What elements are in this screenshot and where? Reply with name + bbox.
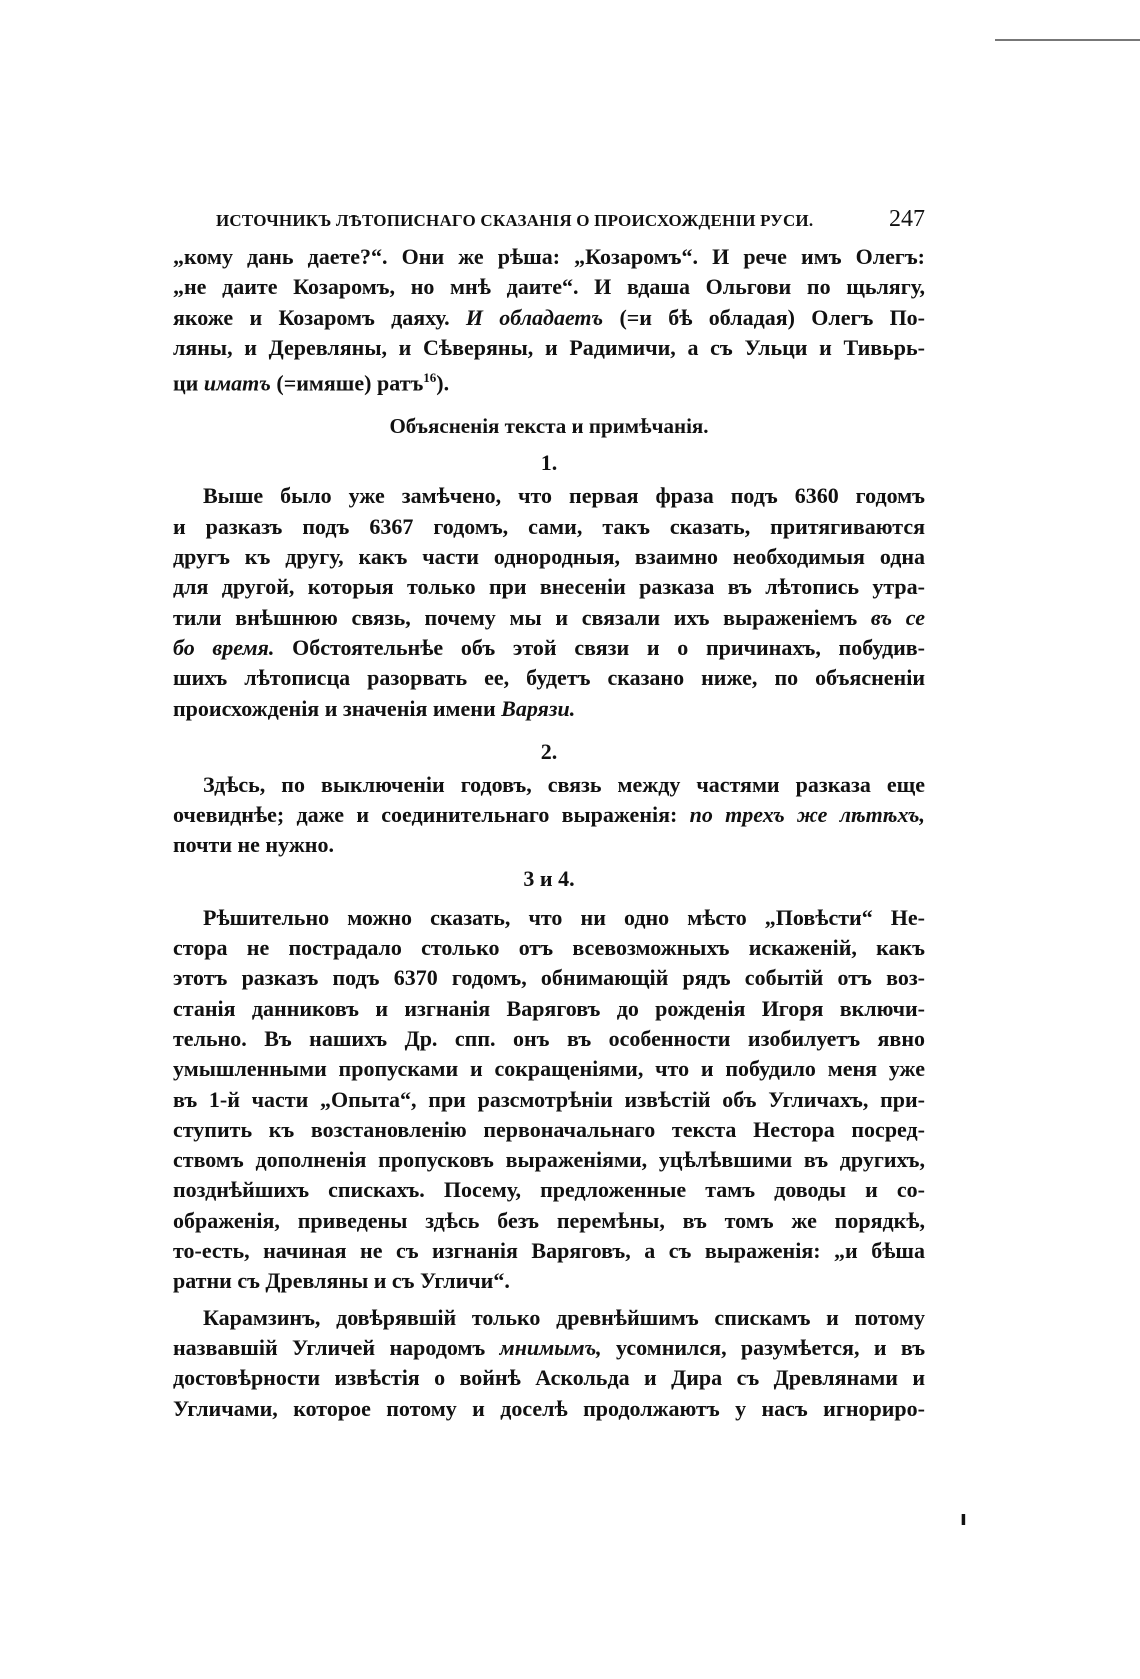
italic-span: мнимымъ, (499, 1334, 602, 1360)
text-line: и разказъ подъ 6367 годомъ, сами, такъ сказать, притягиваются (173, 513, 925, 539)
text-line: для другой, которыя только при внесеніи разказа въ лѣтопись утра- (173, 574, 925, 600)
text-line: ображенія, приведены здѣсь безъ перемѣны, въ томъ же порядкѣ, (173, 1207, 925, 1233)
text-line: Угличами, которое потому и доселѣ продолжаютъ у насъ игнориро- (173, 1395, 925, 1421)
margin-mark: ı (960, 1506, 967, 1530)
book-page (173, 206, 925, 1424)
note-2-paragraph (173, 770, 925, 861)
text-span: (=и бѣ обладая) Олегъ По- (619, 304, 926, 330)
text-line (173, 603, 925, 633)
footnote-ref: 16 (423, 370, 437, 386)
text-span: (=имяше) ратъ (276, 370, 424, 396)
italic-span: бо время. (173, 634, 275, 660)
text-line: то-есть, начиная не съ изгнанія Варяговъ, а съ выраженія: „и бѣша (173, 1238, 925, 1264)
text-line (173, 800, 925, 830)
text-line: Рѣшительно можно сказать, что ни одно мѣсто „Повѣсти“ Не- (203, 904, 925, 930)
text-line: ступить къ возстановленію первоначальнаго текста Нестора посред- (173, 1116, 925, 1142)
section-heading: Объясненія текста и примѣчанія. (389, 414, 709, 439)
text-span: Обстоятельнѣе объ этой связи и о причинахъ, побудив- (292, 634, 926, 660)
text-span: ). (436, 370, 450, 396)
running-title: ИСТОЧНИКЪ ЛѢТОПИСНАГО СКАЗАНІЯ О ПРОИСХОЖДЕНІИ РУСИ. (216, 211, 814, 230)
text-span: происхожденія и значенія имени (173, 695, 496, 721)
text-span: якоже и Козаромъ даяху. (173, 304, 450, 330)
text-line (173, 303, 925, 333)
text-line: почти не нужно. (173, 832, 334, 858)
text-span: очевиднѣе; даже и соединительнаго выраженія: (173, 802, 678, 828)
text-line: „кому дань даете?“. Они же рѣша: „Козаромъ“. И рече имъ Олегъ: (173, 244, 925, 269)
text-line: Выше было уже замѣчено, что первая фраза подъ 6360 годомъ (203, 483, 925, 509)
text-line: ствомъ дополненія пропусковъ выраженіями, уцѣлѣвшими въ другихъ, (173, 1147, 925, 1173)
intro-paragraph (173, 242, 926, 396)
text-line: Карамзинъ, довѣрявшій только древнѣйшимъ спискамъ и потому (203, 1304, 925, 1330)
text-line: стора не пострадало столько отъ всевозможныхъ искаженій, какъ (173, 935, 925, 961)
running-head (173, 206, 925, 242)
text-line: ляны, и Деревляны, и Сѣверяны, и Радимичи, а съ Ульци и Тивьрь- (173, 334, 925, 360)
text-span: назвавшій Угличей народомъ (173, 1334, 486, 1360)
karamzin-paragraph (173, 1303, 925, 1424)
text-line (173, 694, 925, 724)
text-span: ци (173, 370, 199, 396)
text-span: усомнился, разумѣется, и въ (616, 1334, 926, 1360)
text-line: ратни съ Древляны и съ Угличи“. (173, 1268, 510, 1294)
text-line (173, 633, 925, 663)
text-line: тельно. Въ нашихъ Др. спп. онъ въ особенности изобилуетъ явно (173, 1025, 925, 1051)
text-line: въ 1-й части „Опыта“, при разсмотрѣніи извѣстій объ Угличахъ, при- (173, 1086, 925, 1112)
note-number-1: 1. (540, 450, 558, 476)
text-line: достовѣрности извѣстія о войнѣ Аскольда и Дира съ Древлянами и (173, 1365, 925, 1391)
text-span: тили внѣшнюю связь, почему мы и связали ихъ выраженіемъ (173, 604, 858, 630)
note-number-2: 2. (540, 738, 558, 764)
text-line (173, 1333, 925, 1363)
text-line: Здѣсь, по выключеніи годовъ, связь между частями разказа еще (203, 771, 925, 797)
top-rule (995, 39, 1140, 41)
note-1-paragraph (173, 481, 925, 723)
italic-span: И обладаетъ (465, 304, 604, 330)
note-3-4-paragraph (173, 903, 925, 1297)
italic-span: по трехъ же лѣтѣхъ, (689, 802, 925, 828)
italic-span: иматъ (203, 370, 271, 396)
text-line: шихъ лѣтописца разорвать ее, будетъ сказано ниже, по объясненіи (173, 665, 925, 691)
text-line: станія данниковъ и изгнанія Варяговъ до рожденія Игоря включи- (173, 995, 925, 1021)
italic-span: въ се (870, 604, 926, 630)
text-line: этотъ разказъ подъ 6370 годомъ, обнимающій рядъ событій отъ воз- (173, 965, 925, 991)
text-line: „не даите Козаромъ, но мнѣ даите“. И вдаша Ольгови по щьлягу, (173, 274, 925, 300)
text-line (173, 363, 925, 396)
note-number-3-4: 3 и 4. (523, 865, 575, 891)
italic-span: Варязи. (501, 695, 576, 721)
text-line: позднѣйшихъ спискахъ. Посему, предложенные тамъ доводы и со- (173, 1177, 925, 1203)
page-number: 247 (889, 206, 925, 232)
text-line: другъ къ другу, какъ части однородныя, взаимно необходимыя одна (173, 544, 925, 570)
text-line: умышленными пропусками и сокращеніями, что и побудило меня уже (173, 1056, 925, 1082)
